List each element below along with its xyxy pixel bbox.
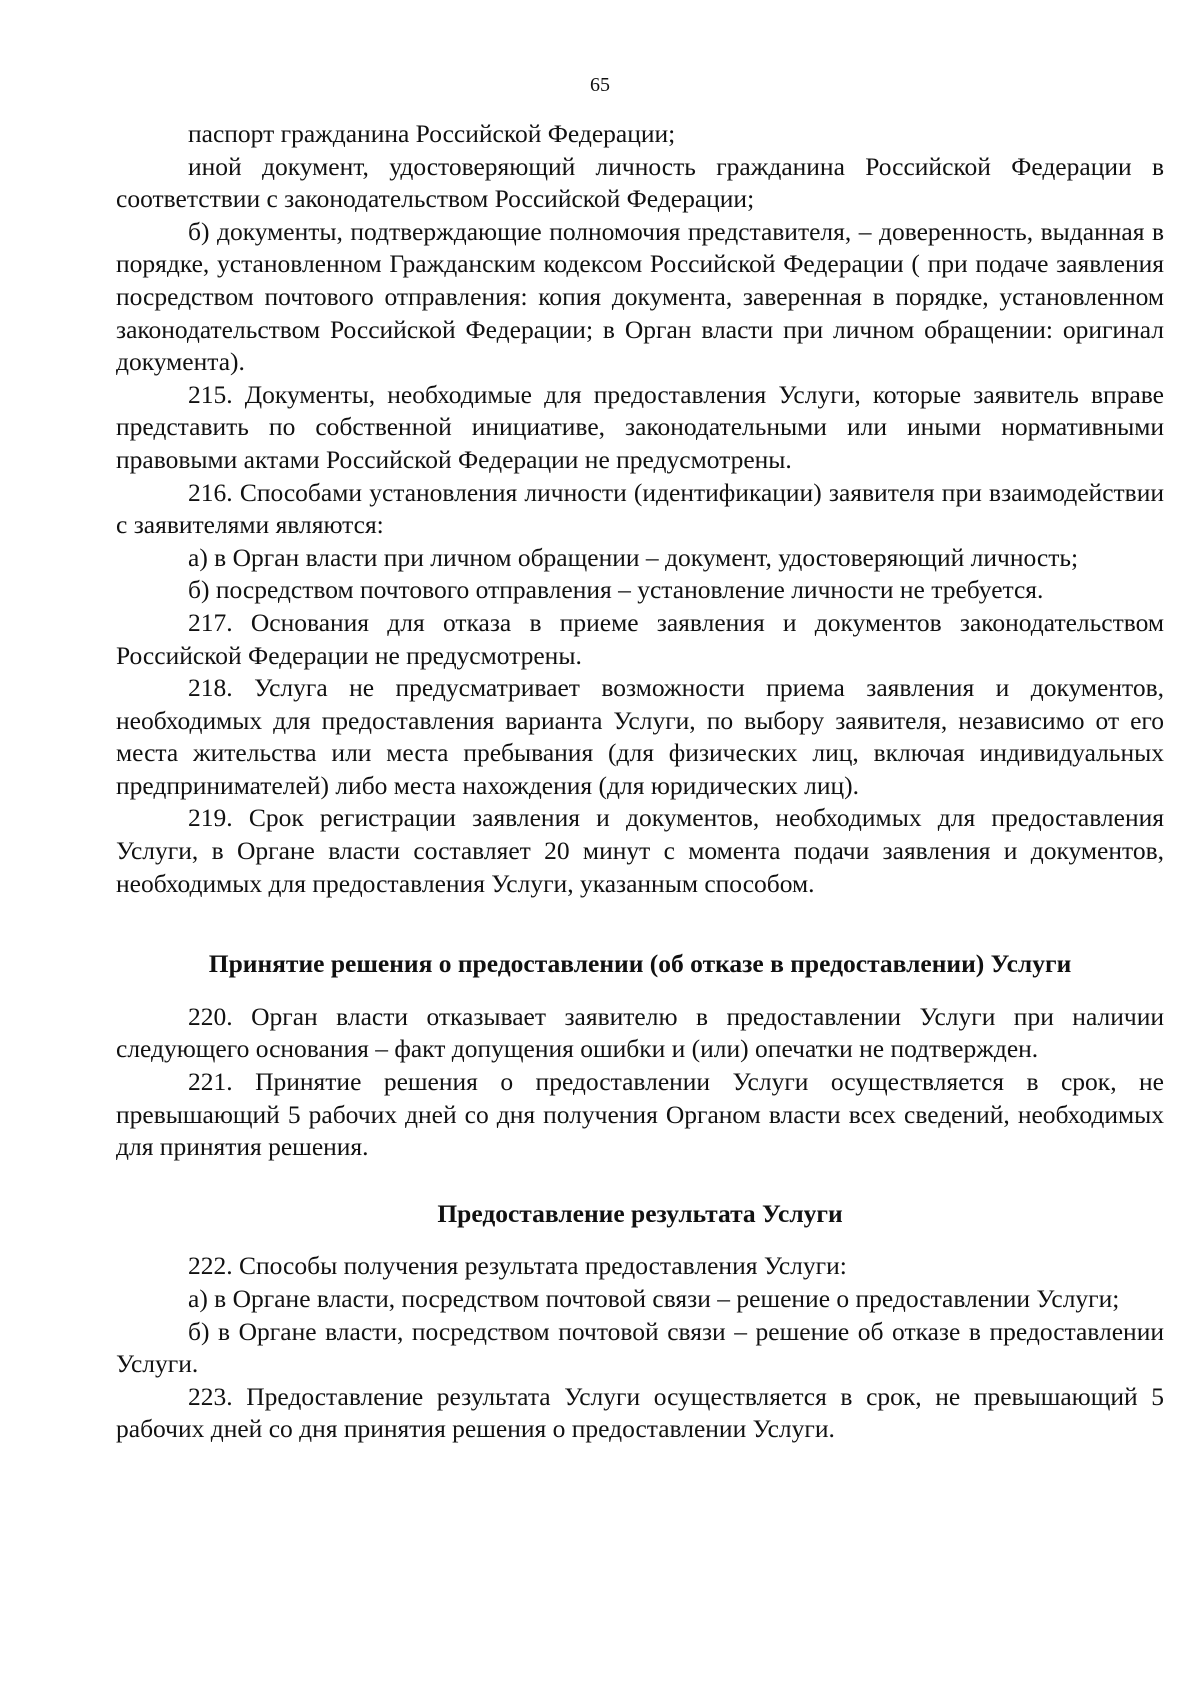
paragraph-216: 216. Способами установления личности (идентификации) заявителя при взаимодействии с заявителями являются: (116, 477, 1164, 540)
paragraph-220: 220. Орган власти отказывает заявителю в предоставлении Услуги при наличии следующего основания – факт допущения ошибки и (или) опечатки не подтвержден. (116, 1001, 1164, 1064)
paragraph-221: 221. Принятие решения о предоставлении Услуги осуществляется в срок, не превышающий 5 рабочих дней со дня получения Органом власти всех сведений, необходимых для принятия решения. (116, 1067, 1164, 1162)
paragraph-216-a: а) в Орган власти при личном обращении – документ, удостоверяющий личность; (188, 542, 1079, 572)
paragraph-other-id: иной документ, удостоверяющий личность гражданина Российской Федерации в соответствии с законодательством Российской Федерации; (116, 151, 1164, 214)
paragraph-passport: паспорт гражданина Российской Федерации; (188, 119, 676, 148)
paragraph-219: 219. Срок регистрации заявления и документов, необходимых для предоставления Услуги, в Органе власти составляет 20 минут с момента подачи заявления и документов, необходимых для предоставления Услуги, указанным способом. (116, 803, 1164, 898)
paragraph-222-a: а) в Органе власти, посредством почтовой связи – решение о предоставлении Услуги; (188, 1284, 1120, 1313)
document-body (116, 118, 1164, 1446)
page-number: 65 (590, 74, 610, 96)
paragraph-222-b: б) в Органе власти, посредством почтовой связи – решение об отказе в предоставлении Услуги. (116, 1316, 1164, 1379)
paragraph-216-b: б) посредством почтового отправления – установление личности не требуется. (188, 575, 1044, 605)
paragraph-217: 217. Основания для отказа в приеме заявления и документов законодательством Российской Федерации не предусмотрены. (116, 607, 1164, 670)
section-heading-result: Предоставление результата Услуги (437, 1198, 843, 1228)
paragraph-215: 215. Документы, необходимые для предоставления Услуги, которые заявитель вправе представить по собственной инициативе, законодательными или иными нормативными правовыми актами Российской Федерации не предусмотрены. (116, 379, 1164, 474)
paragraph-representative-docs: б) документы, подтверждающие полномочия представителя, – доверенность, выданная в порядке, установленном Гражданским кодексом Российской Федерации ( при подаче заявления посредством почтового отправления: копия документа, заверенная в порядке, установленном законодательством Российской Федерации; в Орган власти при личном обращении: оригинал документа). (116, 216, 1164, 377)
paragraph-218: 218. Услуга не предусматривает возможности приема заявления и документов, необходимых для предоставления варианта Услуги, по выбору заявителя, независимо от его места жительства или места пребывания (для физических лиц, включая индивидуальных предпринимателей) либо места нахождения (для юридических лиц). (116, 673, 1164, 800)
paragraph-223: 223. Предоставление результата Услуги осуществляется в срок, не превышающий 5 рабочих дней со дня принятия решения о предоставлении Услуги. (116, 1381, 1164, 1444)
paragraph-222: 222. Способы получения результата предоставления Услуги: (188, 1251, 847, 1281)
section-heading-decision: Принятие решения о предоставлении (об отказе в предоставлении) Услуги (208, 949, 1072, 979)
